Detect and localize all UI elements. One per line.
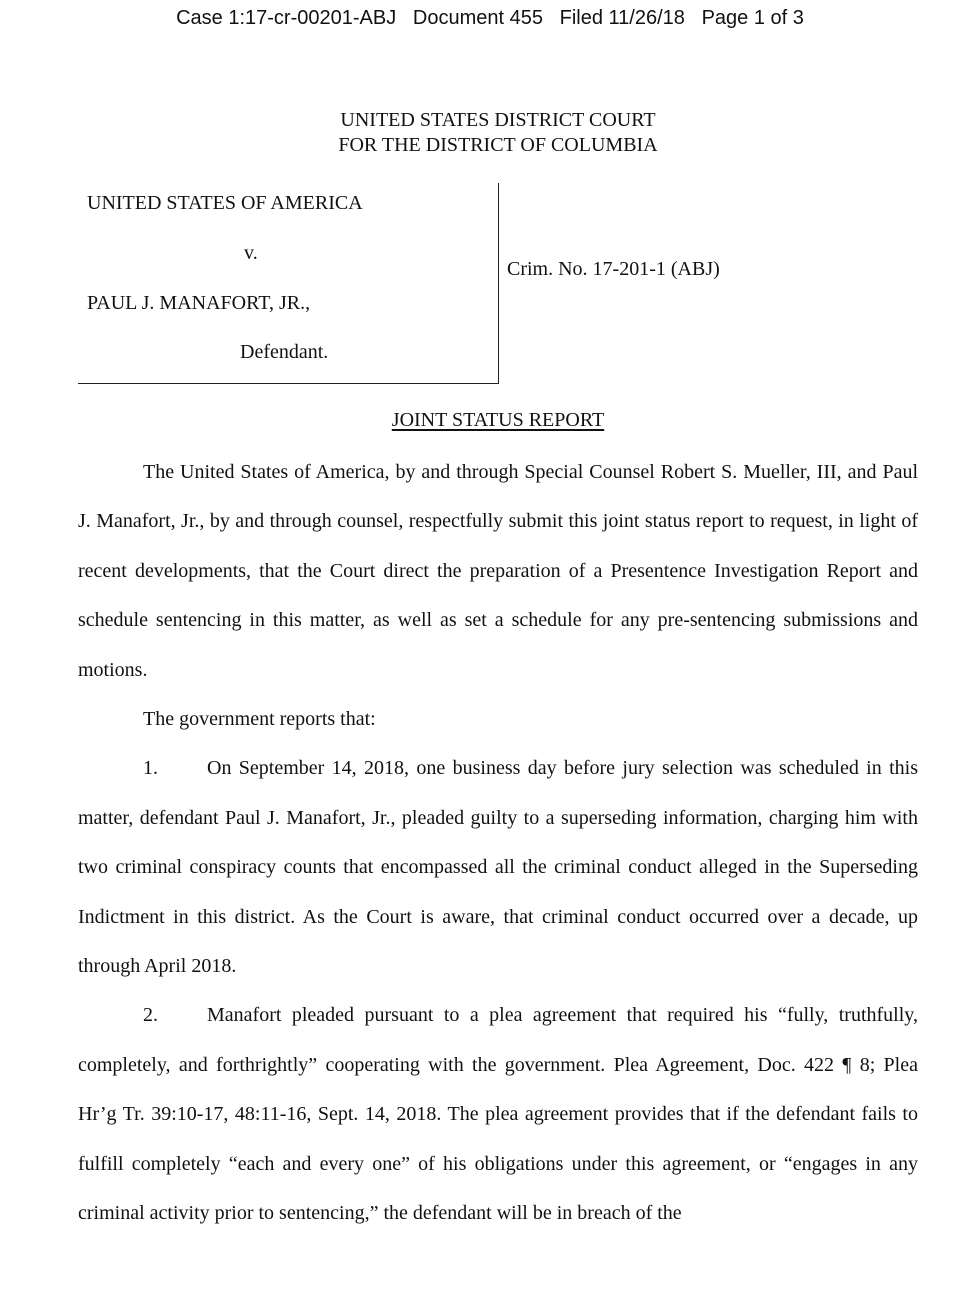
defendant-name: PAUL J. MANAFORT, JR., <box>87 292 311 314</box>
document-title-text: JOINT STATUS REPORT <box>391 409 605 431</box>
numbered-paragraph-1 <box>78 744 918 991</box>
filing-header <box>0 4 980 32</box>
paragraph-1-text: On September 14, 2018, one business day before jury selection was scheduled in this matter, defendant Paul J. Manafort, Jr., pleaded guilty to a superseding information, charging him with two criminal conspiracy counts that encompassed all the criminal conduct alleged in the Superseding Indictment in this district. As the Court is aware, that criminal conduct occurred over a decade, up through April 2018. <box>78 757 918 978</box>
paragraph-1-number: 1. <box>143 757 158 780</box>
defendant-role: Defendant. <box>240 341 329 363</box>
numbered-paragraph-2 <box>78 991 918 1238</box>
page-number-header: Page 1 of 3 <box>701 7 804 29</box>
document-title <box>0 409 980 432</box>
plaintiff-name: UNITED STATES OF AMERICA <box>87 192 363 214</box>
criminal-case-number: Crim. No. 17-201-1 (ABJ) <box>507 258 720 280</box>
case-number-header: Case 1:17-cr-00201-ABJ <box>176 7 397 29</box>
filed-date-header: Filed 11/26/18 <box>559 7 685 29</box>
court-name <box>0 108 980 158</box>
court-line-2: FOR THE DISTRICT OF COLUMBIA <box>338 134 658 156</box>
versus-label: v. <box>244 242 258 264</box>
document-number-header: Document 455 <box>412 7 543 29</box>
document-body <box>78 448 918 1239</box>
reports-paragraph: The government reports that: <box>143 708 376 731</box>
court-line-1: UNITED STATES DISTRICT COURT <box>340 109 656 131</box>
paragraph-2-number: 2. <box>143 1004 158 1027</box>
case-caption <box>78 183 499 384</box>
intro-paragraph: The United States of America, by and through Special Counsel Robert S. Mueller, III, and Paul J. Manafort, Jr., by and through counsel, respectfully submit this joint status report to request, in light of recent developments, that the Court direct the preparation of a Presentence Investigation Report and schedule sentencing in this matter, as well as set a schedule for any pre-sentencing submissions and motions. <box>78 461 918 681</box>
paragraph-2-text: Manafort pleaded pursuant to a plea agreement that required his “fully, truthfully, completely, and forthrightly” cooperating with the government. Plea Agreement, Doc. 422 ¶ 8; Plea Hr’g Tr. 39:10-17, 48:11-16, Sept. 14, 2018. The plea agreement provides that if the defendant fails to fulfill completely “each and every one” of his obligations under this agreement, or “engages in any criminal activity prior to sentencing,” the defendant will be in breach of the <box>78 1004 918 1225</box>
